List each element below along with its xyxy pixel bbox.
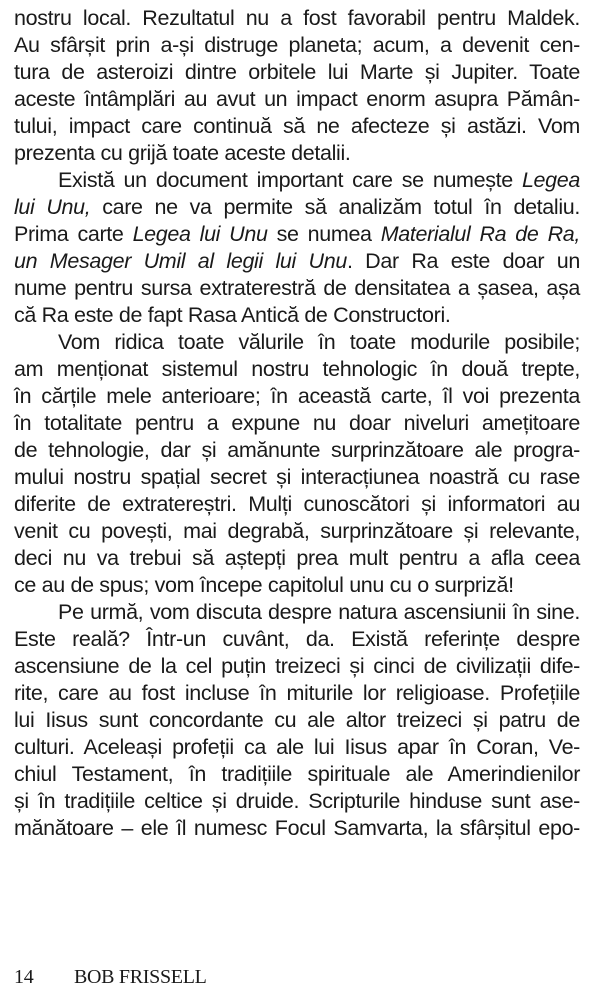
text-line: în totalitate pentru a expune nu doar niveluri amețitoare [14, 411, 580, 435]
text-line: mului nostru spațial secret și interacțiunea noastră cu rase [14, 465, 580, 489]
text-line: în cărțile mele anterioare; în această carte, îl voi prezenta [14, 384, 580, 408]
text-line: de tehnologie, dar și amănunte surprinzătoare ale progra- [14, 438, 580, 462]
text-run: Există un document important care se numește [58, 168, 522, 192]
italic-title: lui Unu, [14, 195, 91, 219]
italic-title: Legea [521, 168, 580, 192]
page-body [14, 0, 580, 842]
text-line: Au sfârșit prin a-și distruge planeta; acum, a devenit cen- [14, 33, 580, 57]
text-line [14, 221, 580, 248]
text-line: că Ra este de fapt Rasa Antică de Constructori. [14, 303, 451, 327]
text-run: se numea [267, 222, 381, 246]
text-line: venit cu povești, mai degrabă, surprinzătoare și relevante, [14, 519, 580, 543]
text-line: culturi. Aceleași profeții ca ale lui Iisus apar în Coran, Ve- [14, 735, 580, 759]
text-run: . Dar Ra este doar un [346, 249, 581, 273]
text-line: Vom ridica toate vălurile în toate modurile posibile; [58, 330, 580, 354]
text-line: tului, impact care continuă să ne afecteze și astăzi. Vom [14, 114, 580, 138]
text-line: și în tradițiile celtice și druide. Scripturile hinduse sunt ase- [14, 789, 580, 813]
text-line: ce au de spus; vom începe capitolul unu cu o surpriză! [14, 573, 514, 597]
text-line: lui Iisus sunt concordante cu ale altor treizeci și patru de [14, 708, 580, 732]
text-line: rite, care au fost incluse în miturile lor religioase. Profețiile [14, 681, 580, 705]
text-line [14, 167, 580, 194]
text-line: am menționat sistemul nostru tehnologic în două trepte, [14, 357, 580, 381]
text-line: ascensiune de la cel puțin treizeci și cinci de civilizații dife- [14, 654, 580, 678]
text-line: aceste întâmplări au avut un impact enorm asupra Pămân- [14, 87, 580, 111]
page-footer [14, 966, 207, 989]
text-line: nostru local. Rezultatul nu a fost favorabil pentru Maldek. [14, 6, 580, 30]
page-number: 14 [14, 966, 34, 988]
italic-title: Legea lui Unu [132, 222, 268, 246]
text-line: Pe urmă, vom discuta despre natura ascensiunii în sine. [58, 600, 580, 624]
italic-title: Materialul Ra de Ra, [380, 222, 580, 246]
text-line: deci nu va trebui să aștepți prea mult pentru a afla ceea [14, 546, 580, 570]
text-run: care ne va permite să analizăm totul în detaliu. [90, 195, 580, 219]
text-run: Prima carte [14, 222, 133, 246]
text-line [14, 194, 580, 221]
text-line: prezenta cu grijă toate aceste detalii. [14, 141, 351, 165]
text-line: chiul Testament, în tradițiile spirituale ale Amerindienilor [14, 762, 580, 786]
text-line: diferite de extratereștri. Mulți cunoscători și informatori au [14, 492, 580, 516]
text-line [14, 248, 580, 275]
running-author: BOB FRISSELL [74, 966, 207, 988]
text-line: tura de asteroizi dintre orbitele lui Marte și Jupiter. Toate [14, 60, 580, 84]
text-line: mănătoare – ele îl numesc Focul Samvarta, la sfârșitul epo- [14, 816, 580, 840]
text-line: nume pentru sursa extraterestră de densitatea a șasea, așa [14, 276, 580, 300]
text-line: Este reală? Într-un cuvânt, da. Există referințe despre [14, 627, 580, 651]
italic-title: un Mesager Umil al legii lui Unu [14, 249, 347, 273]
